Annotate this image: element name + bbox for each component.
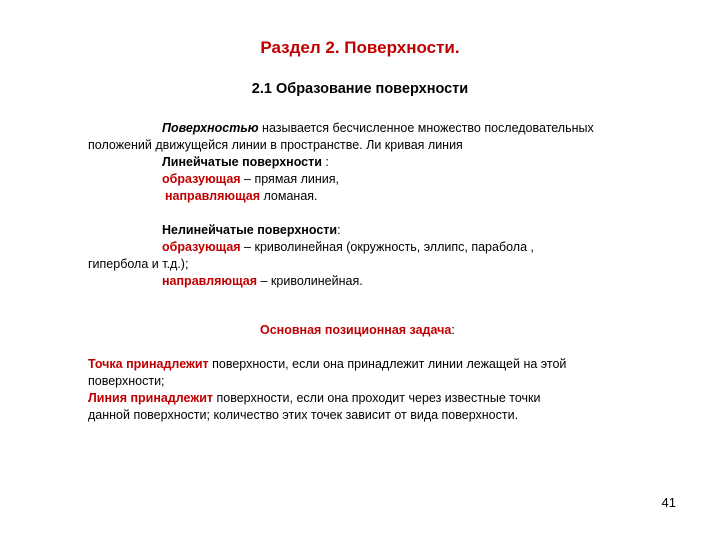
linear-heading	[162, 154, 329, 172]
definition-line-2: положений движущейся линии в пространстве. Ли кривая линия	[88, 138, 463, 152]
task-heading	[260, 322, 455, 340]
nonlinear-heading-suffix: :	[337, 223, 341, 237]
page-number: 41	[661, 495, 676, 510]
nonlinear-generatrix-text: – криволинейная (окружность, эллипс, парабола ,	[240, 240, 534, 254]
linear-heading-text: Линейчатые поверхности	[162, 155, 322, 169]
point-rule-text: поверхности, если она принадлежит линии лежащей на этой	[208, 357, 567, 371]
linear-heading-suffix: :	[321, 155, 329, 169]
page-title: Раздел 2. Поверхности.	[260, 38, 460, 57]
nonlinear-heading	[162, 222, 341, 240]
point-rule-line-1	[88, 356, 566, 374]
nonlinear-generatrix-line-2: гипербола и т.д.);	[88, 257, 189, 271]
nonlinear-directrix	[162, 273, 363, 291]
linear-generatrix	[162, 171, 339, 189]
linear-generatrix-text: – прямая линия,	[240, 172, 340, 186]
line-rule-term: Линия принадлежит	[88, 391, 213, 405]
task-heading-text: Основная позиционная задача	[260, 323, 452, 337]
point-rule-term: Точка принадлежит	[88, 357, 209, 371]
definition-term: Поверхностью	[162, 121, 259, 135]
nonlinear-generatrix-term: образующая	[162, 240, 241, 254]
nonlinear-directrix-text: – криволинейная.	[257, 274, 363, 288]
task-heading-suffix: :	[451, 323, 455, 337]
nonlinear-generatrix	[162, 239, 534, 257]
definition-text: называется бесчисленное множество последовательных	[258, 121, 594, 135]
line-rule-text: поверхности, если она проходит через известные точки	[213, 391, 541, 405]
linear-directrix	[165, 188, 318, 206]
linear-directrix-text: ломаная.	[260, 189, 318, 203]
linear-directrix-term: направляющая	[165, 189, 261, 203]
section-subtitle: 2.1 Образование поверхности	[251, 81, 469, 97]
line-rule-line-1	[88, 390, 540, 408]
definition-line-1	[162, 120, 594, 138]
nonlinear-directrix-term: направляющая	[162, 274, 258, 288]
line-rule-line-2: данной поверхности; количество этих точек зависит от вида поверхности.	[88, 408, 519, 422]
point-rule-line-2: поверхности;	[88, 374, 165, 388]
linear-generatrix-term: образующая	[162, 172, 241, 186]
nonlinear-heading-text: Нелинейчатые поверхности	[162, 223, 338, 237]
